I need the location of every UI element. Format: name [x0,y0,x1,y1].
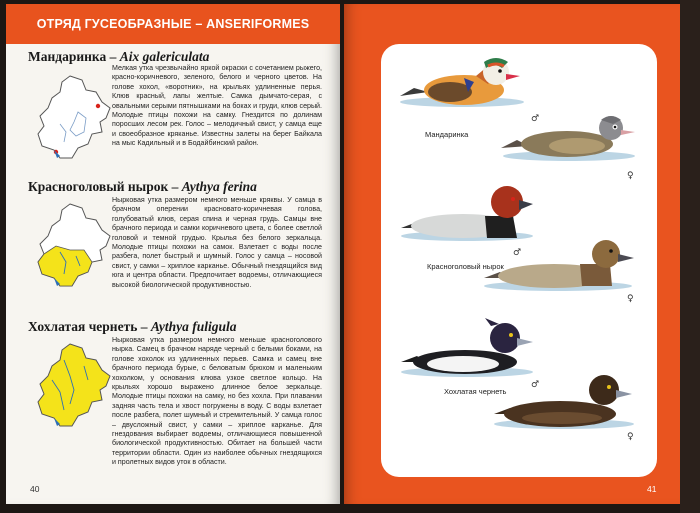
range-map-mandarin [30,72,114,164]
tufted-duck-female-illustration [488,368,648,434]
species-name-latin: Aythya ferina [181,179,257,194]
label-pochard: Красноголовый нырок [427,262,504,271]
range-map-pochard [30,200,114,292]
chapter-header [6,4,340,44]
species-name-ru: Мандаринка – [28,49,120,64]
female-symbol: ♀ [627,432,634,442]
male-symbol: ♂ [531,114,540,124]
female-symbol: ♀ [627,294,634,304]
species-description-pochard: Нырковая утка размером немного меньше кряквы. У самца в брачном оперении красновато-коричневая голова, голубоватый клюв, серая спина и черная грудь. Самцы вне брачного периода и самки коричневого цвета, с более светлой головой и темной грудью. Крылья без белого зеркальца. Молодые птицы похожи на самок. Взлетает с воды после разбега, полет быстрый и шумный. Голос у самца – носовой свист, у самки – хриплое карканье. Обычный гнездящийся вид юга и центра области. Предпочитает водоемы, отличающиеся высокой биологической продуктивностью. [112,196,322,289]
species-name-latin: Aythya fuligula [150,319,237,334]
species-description-mandarin: Мелкая утка чрезвычайно яркой окраски с сочетанием рыжего, красно-коричневого, зеленого, белого и черного цветов. На голове хохол, «воротник», на крыльях удлиненные перья. Клюв красный, лапы желтые. Самка дымчато-серая, с овальными серыми пятнышками на боках и груди, клюв серый. Молодые птицы похожи на самку. Гнездится по долинам поросших лесом рек. Голос – мелодичный свист, у самца еще и своеобразное кряканье. Известны залеты на берег Байкала на мыс Кадильный и в Бодайбинский район. [112,64,322,148]
species-name-latin: Aix galericulata [119,49,210,64]
male-symbol: ♂ [531,380,540,390]
male-symbol: ♂ [513,248,522,258]
range-map-tufted-duck [30,340,114,432]
species-name-ru: Красноголовый нырок – [28,179,182,194]
mandarin-female-illustration [495,112,645,168]
page-edge [680,0,700,513]
species-description-tufted-duck: Нырковая утка размером немного меньше красноголового нырка. Самец в брачном наряде черный с белыми боками, на голове хохолок из удлиненных перьев. Самка и самец вне брачного периода бурые, с беловатым брюхом и маленьким хохолком, у основания клюва узкое светлое кольцо. На крыльях хорошо выражено длинное белое зеркальце. Молодые птицы похожи на самку, но без хохла. При плавании задняя часть тела и хвост погружены в воду. С воды взлетает после разбега, полет шумный и стремительный. У самца голос – двусложный свист, у самки – хриплое карканье. Для гнездования выбирает водоемы, отличающиеся повышенной биологической продуктивностью. Обитает на большей части территории области. Один из наиболее обычных гнездящихся и пролетных видов уток в области. [112,336,322,467]
species-title-mandarin [28,49,209,65]
pochard-female-illustration [478,236,648,296]
female-symbol: ♀ [627,171,634,181]
mandarin-male-illustration [392,52,532,116]
chapter-title: ОТРЯД ГУСЕОБРАЗНЫЕ – ANSERIFORMES [36,17,310,31]
species-name-ru: Хохлатая чернеть – [28,319,151,334]
species-title-pochard [28,179,257,195]
species-title-tufted-duck [28,319,237,335]
label-mandarin: Мандаринка [425,130,469,139]
page-number-right: 41 [647,484,657,494]
page-number-left: 40 [30,484,40,494]
label-tufted-duck: Хохлатая чернеть [444,387,507,396]
